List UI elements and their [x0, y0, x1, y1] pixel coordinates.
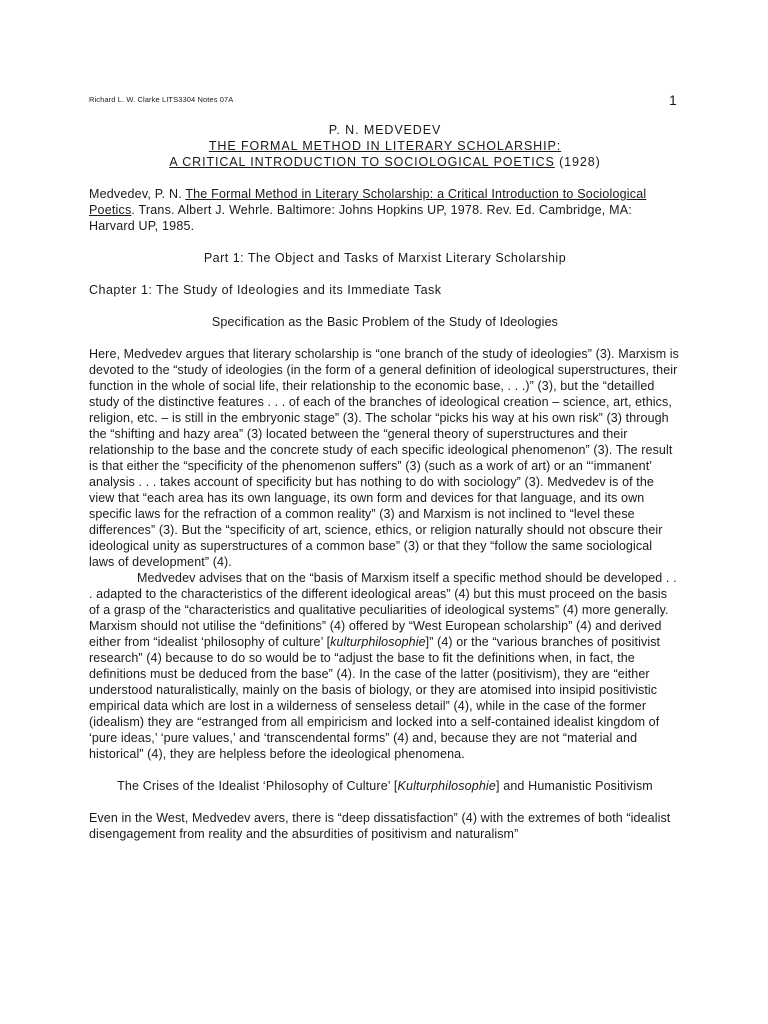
paragraph-2-text-a: Medvedev advises that on the “basis of Marxism itself a specific method should be developed . . . adapted to the characteristics of the different ideological areas” (4) but this must proceed on the basis of a grasp of the “characteristics and qualitative peculiarities of ideological systems” (4) more generally. Marxism should not utilise the “definitions” (4) offered by “West European scholarship” (4) and derived either from “idealist ‘philosophy of culture’ [ — [89, 571, 677, 649]
paragraph-2-text-b: ]” (4) or the “various branches of positivist research” (4) because to do so would be to “adjust the base to fit the definitions when, in fact, the definitions must be deduced from the base” (4). In the case of the latter (positivism), they are “either understood naturalistically, mainly on the basis of biology, or they are atomised into insipid positivistic empirical data which are lost in a wilderness of senseless detail” (4), while in the case of the former (idealism) they are “estranged from all empiricism and locked into a self-contained idealist kingdom of ‘pure ideas,’ ‘pure values,’ and ‘transcendental forms” (4) and, because they are not “material and historical” (4), they are helpless before the ideological phenomena. — [89, 635, 661, 761]
section-2-heading-b: ] and Humanistic Positivism — [495, 779, 653, 793]
title-year: (1928) — [554, 155, 601, 169]
author-heading: P. N. MEDVEDEV — [328, 123, 442, 137]
citation-details: . Trans. Albert J. Wehrle. Baltimore: Johns Hopkins UP, 1978. Rev. Ed. Cambridge, MA: Harvard UP, 1985. — [89, 203, 632, 233]
section-heading-crises — [89, 778, 681, 794]
citation-author: Medvedev, P. N. — [89, 187, 186, 201]
title-line-2: A CRITICAL INTRODUCTION TO SOCIOLOGICAL POETICS — [169, 155, 555, 169]
chapter-heading: Chapter 1: The Study of Ideologies and its Immediate Task — [89, 283, 442, 297]
running-head: Richard L. W. Clarke LITS3304 Notes 07A — [89, 95, 234, 104]
page-number: 1 — [669, 92, 677, 108]
citation-book-title: The Formal Method in Literary Scholarship: a Critical Introduction to Sociological Poetics — [89, 187, 647, 217]
paragraph-2-italic: kulturphilosophie — [330, 635, 426, 649]
section-2-heading-a: The Crises of the Idealist ‘Philosophy of Culture’ [ — [117, 779, 398, 793]
body-paragraph-2 — [89, 570, 681, 762]
section-heading-specification: Specification as the Basic Problem of the Study of Ideologies — [211, 315, 559, 329]
body-paragraph-3: Even in the West, Medvedev avers, there is “deep dissatisfaction” (4) with the extremes of both “idealist disengagement from reality and the absurdities of positivism and naturalism” — [89, 811, 671, 841]
title-block — [89, 122, 681, 170]
bibliographic-citation — [89, 186, 681, 234]
body-paragraph-1: Here, Medvedev argues that literary scholarship is “one branch of the study of ideologies” (3). Marxism is devoted to the “study of ideologies (in the form of a general definition of ideological superstructures, their function in the whole of social life, their relationship to the economic base, . . .)” (3), but the “detailled study of the distinctive features . . . of each of the branches of ideological creation – science, art, ethics, religion, etc. – is still in the embryonic stage” (3). The scholar “picks his way at his own risk” (3) through the “shifting and hazy area” (3) located between the “general theory of superstructures and their relationship to the base and the concrete study of each specific ideological phenomenon” (3). The result is that either the “specificity of the phenomenon suffers” (3) (such as a work of art) or an “‘immanent’ analysis . . . takes account of specificity but has nothing to do with sociology” (3). Medvedev is of the view that “each area has its own language, its own form and devices for that language, and its own specific laws for the refraction of a common reality” (3) and Marxism is not inclined to “level these differences” (3). But the “specificity of art, science, ethics, or religion naturally should not obscure their ideological unity as superstructures of a common base” (3) or that they “follow the same sociological laws of development” (4). — [89, 347, 680, 569]
title-line-1: THE FORMAL METHOD IN LITERARY SCHOLARSHIP: — [208, 139, 562, 153]
part-heading: Part 1: The Object and Tasks of Marxist Literary Scholarship — [203, 251, 567, 265]
document-body — [89, 122, 681, 842]
section-2-heading-italic: Kulturphilosophie — [397, 779, 496, 793]
